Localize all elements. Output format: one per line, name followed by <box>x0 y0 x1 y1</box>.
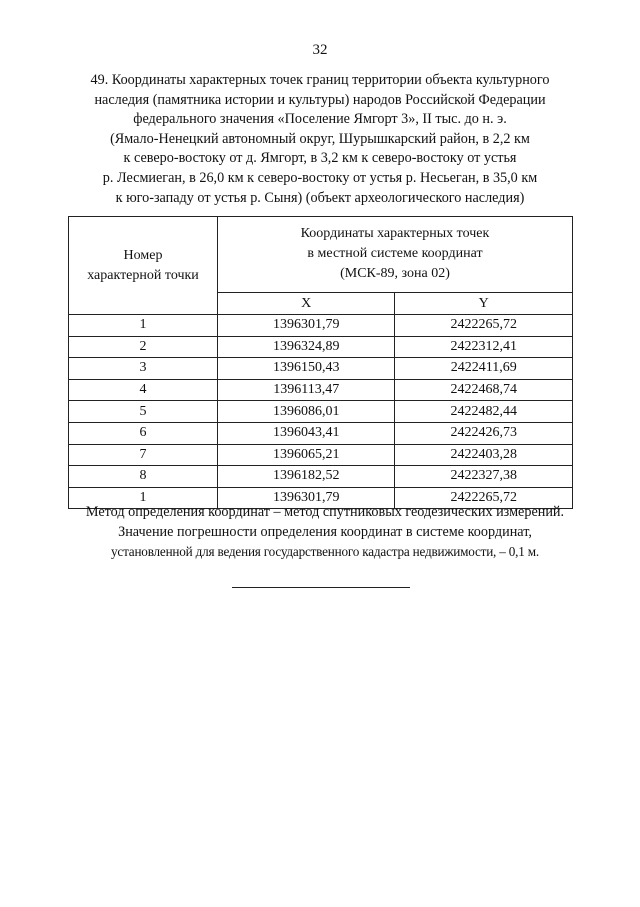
header-coordinates: Координаты характерных точек в местной системе координат (МСК-89, зона 02) <box>218 217 573 293</box>
point-number: 1 <box>69 487 218 509</box>
heading-line: наследия (памятника истории и культуры) народов Российской Федерации <box>94 91 546 108</box>
heading-line: (Ямало-Ненецкий автономный округ, Шурышкарский район, в 2,2 км <box>110 130 530 147</box>
table-row <box>69 466 573 488</box>
y-value: 2422265,72 <box>395 487 573 509</box>
heading-line: 49. Координаты характерных точек границ территории объекта культурного <box>90 72 550 88</box>
point-number: 3 <box>69 358 218 380</box>
header-y: Y <box>395 292 573 314</box>
x-value: 1396043,41 <box>218 422 395 444</box>
x-value: 1396086,01 <box>218 401 395 423</box>
divider-line <box>232 587 410 588</box>
page-number: 32 <box>312 42 328 58</box>
y-value: 2422411,69 <box>395 358 573 380</box>
y-value: 2422426,73 <box>395 422 573 444</box>
table-row <box>69 358 573 380</box>
heading-line: федерального значения «Поселение Ямгорт 3», II тыс. до н. э. <box>133 111 507 128</box>
x-value: 1396150,43 <box>218 358 395 380</box>
heading-line: к юго-западу от устья р. Сыня) (объект археологического наследия) <box>115 189 525 206</box>
x-value: 1396182,52 <box>218 466 395 488</box>
coordinates-table <box>68 216 573 509</box>
point-number: 7 <box>69 444 218 466</box>
table-row <box>69 336 573 358</box>
point-number: 5 <box>69 401 218 423</box>
table-row <box>69 444 573 466</box>
point-number: 6 <box>69 422 218 444</box>
y-value: 2422312,41 <box>395 336 573 358</box>
point-number: 2 <box>69 336 218 358</box>
accuracy-note-line: установленной для ведения государственного кадастра недвижимости, – 0,1 м. <box>111 544 539 559</box>
x-value: 1396113,47 <box>218 379 395 401</box>
footer-notes <box>40 502 610 562</box>
table-row <box>69 422 573 444</box>
point-number: 8 <box>69 466 218 488</box>
accuracy-note-line: Значение погрешности определения координат в системе координат, <box>118 524 532 540</box>
point-number: 1 <box>69 315 218 337</box>
point-number: 4 <box>69 379 218 401</box>
y-value: 2422482,44 <box>395 401 573 423</box>
heading-line: р. Лесмиеган, в 26,0 км к северо-востоку от устья р. Несьеган, в 35,0 км <box>102 169 538 186</box>
x-value: 1396065,21 <box>218 444 395 466</box>
y-value: 2422265,72 <box>395 315 573 337</box>
table-row <box>69 401 573 423</box>
table-row <box>69 315 573 337</box>
y-value: 2422327,38 <box>395 466 573 488</box>
method-note: Метод определения координат – метод спутниковых геодезических измерений. <box>85 504 565 520</box>
x-value: 1396301,79 <box>218 315 395 337</box>
section-heading <box>60 71 580 208</box>
table-row <box>69 379 573 401</box>
x-value: 1396301,79 <box>218 487 395 509</box>
header-point-number: Номер характерной точки <box>69 217 218 315</box>
heading-line: к северо-востоку от д. Ямгорт, в 3,2 км к северо-востоку от устья <box>123 150 517 167</box>
x-value: 1396324,89 <box>218 336 395 358</box>
y-value: 2422468,74 <box>395 379 573 401</box>
y-value: 2422403,28 <box>395 444 573 466</box>
header-x: X <box>218 292 395 314</box>
